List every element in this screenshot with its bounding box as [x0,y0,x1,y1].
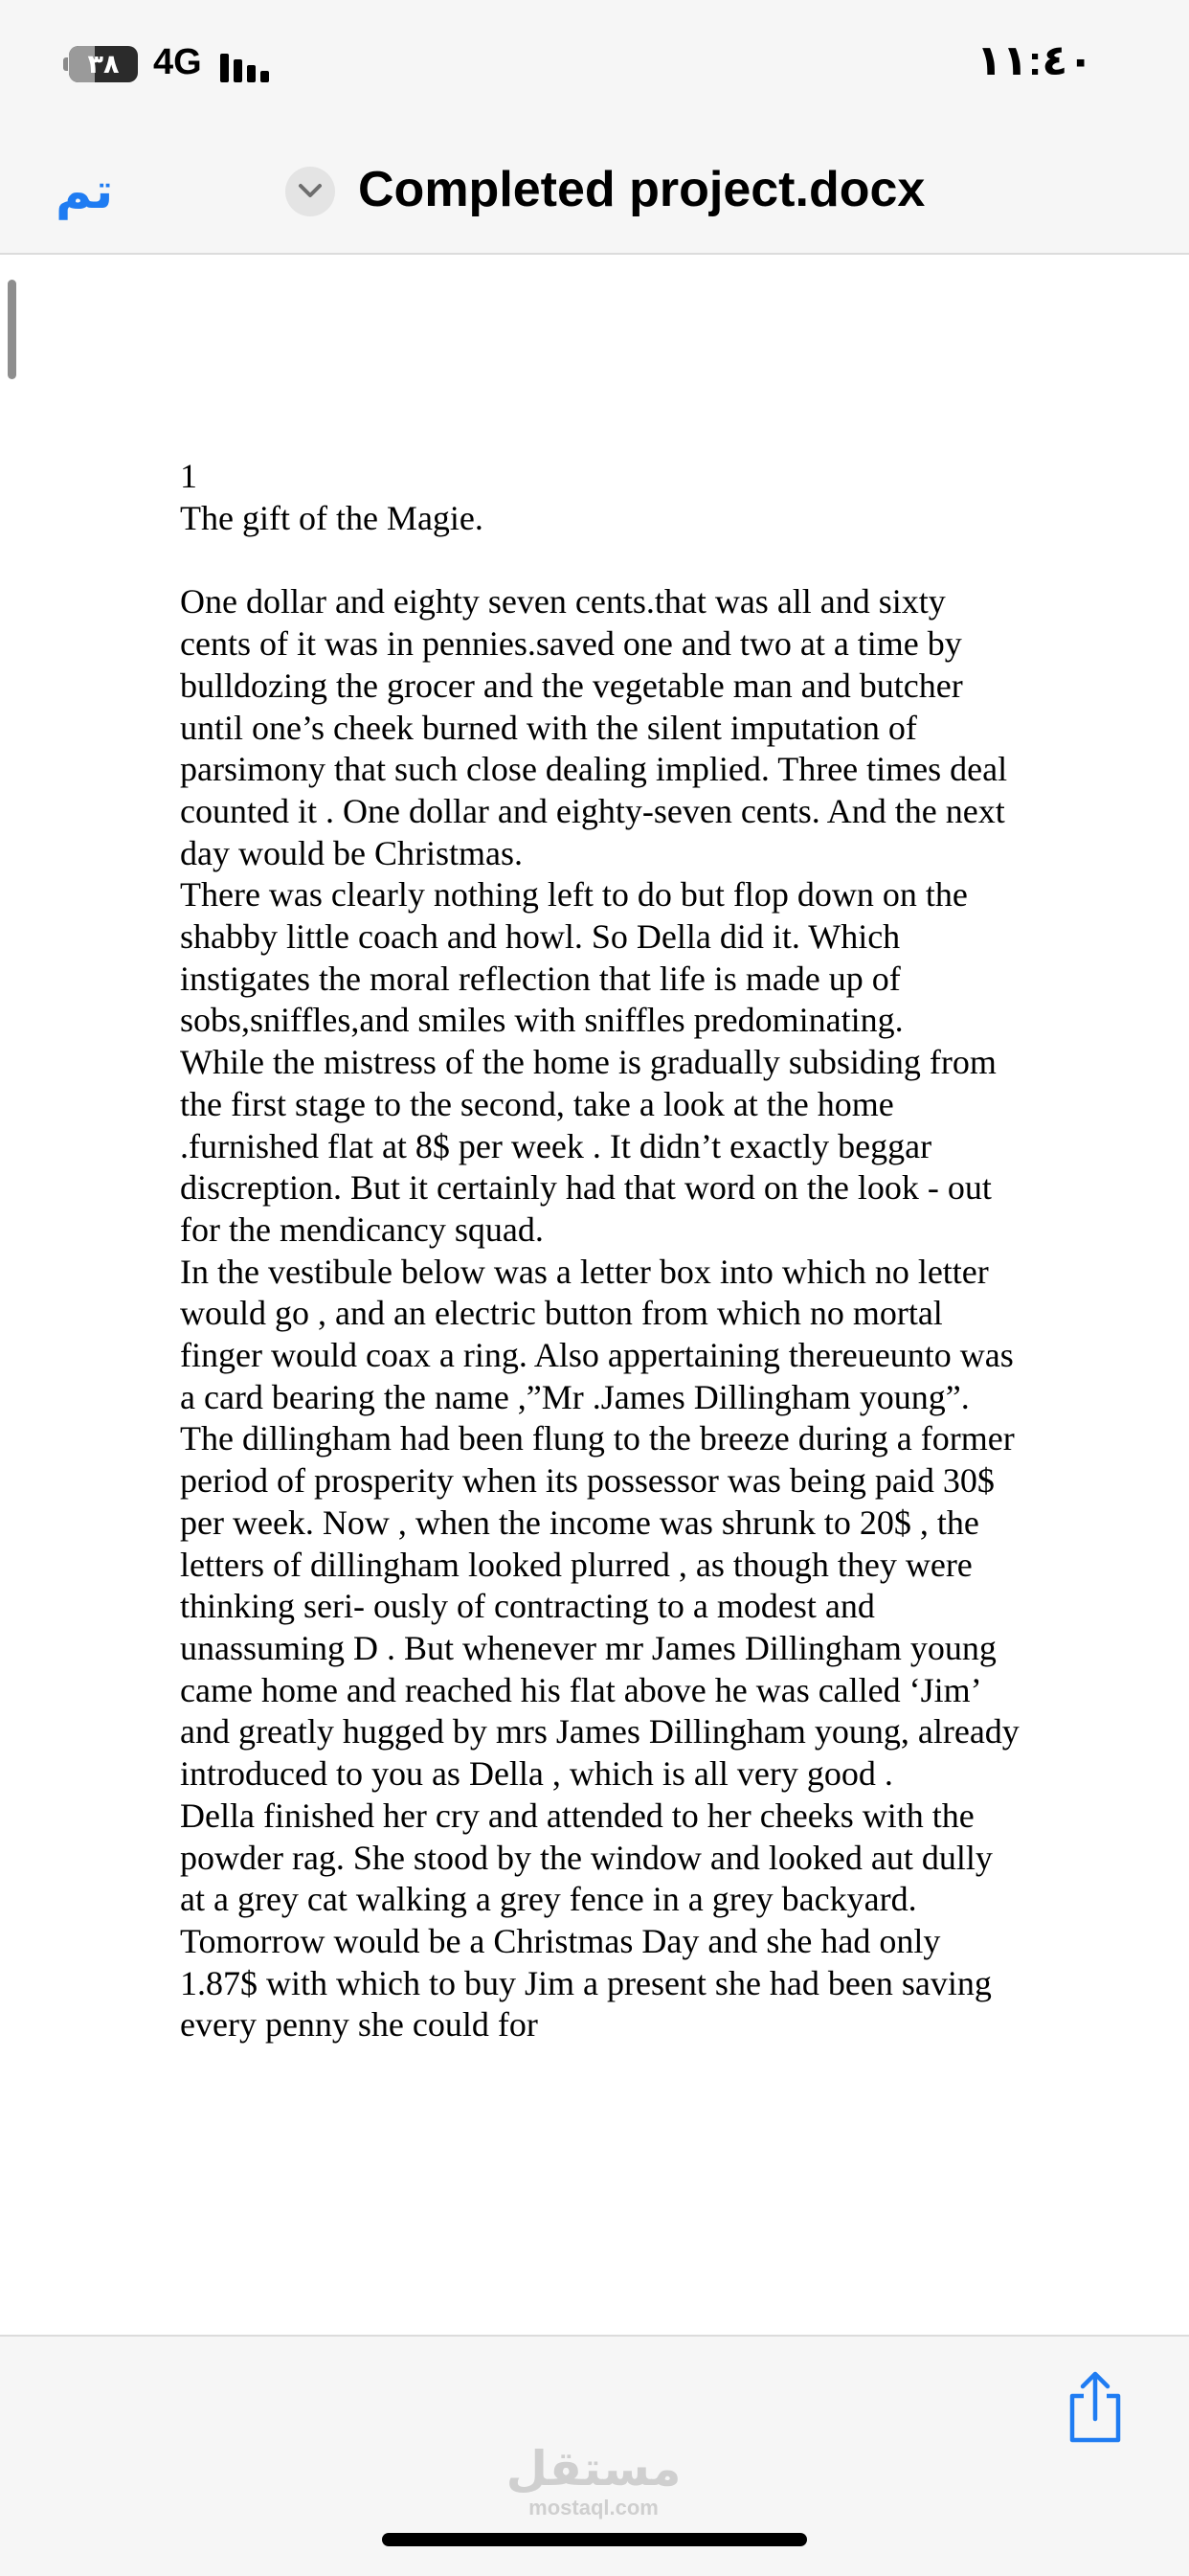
title-area[interactable] [285,159,1051,226]
battery-icon [63,46,138,82]
done-button[interactable]: تم [56,163,114,220]
page-number: 1 [180,457,197,495]
top-bar [0,0,1189,255]
watermark-arabic: مستقل [505,2441,682,2497]
network-type: 4G [153,42,202,82]
battery-level: ٣٨ [87,50,120,79]
paragraph: Della finished her cry and attended to her cheeks with the powder rag. She stood by the window and looked aut dully at a grey cat walking a grey fence in a grey backyard. Tomorrow would be a Christmas Day and she had only 1.87$ with which to buy Jim a present she had been saving every penny she could for [180,1796,993,2045]
document-page [180,456,1022,2046]
share-icon[interactable] [1065,2369,1126,2446]
status-time: ١١:٤٠ [976,37,1094,84]
paragraph: There was clearly nothing left to do but flop down on the shabby little coach and howl. So Della did it. Which instigates the moral reflection that life is made up of sobs,sniffles,and smiles with sniffles predominating. [180,875,968,1040]
scroll-indicator[interactable] [8,280,16,379]
home-indicator[interactable] [382,2533,807,2546]
watermark-latin: mostaql.com [528,2496,659,2520]
signal-icon [220,48,278,82]
chevron-down-icon[interactable] [285,167,335,216]
watermark [498,2442,689,2520]
paragraph: In the vestibule below was a letter box into which no letter would go , and an electric button from which no mortal finger would coax a ring. Also appertaining thereueunto was a card bearing the name ,”Mr .James Dillingham young”. [180,1252,1014,1416]
document-heading: The gift of the Magie. [180,498,483,537]
document-title: Completed project.docx [358,162,926,217]
paragraph: One dollar and eighty seven cents.that was all and sixty cents of it was in pennies.saved one and two at a time by bulldozing the grocer and the vegetable man and butcher until one’s cheek burned with the silent imputation of parsimony that such close dealing implied. Three times deal counted it . One dollar and eighty-seven cents. And the next day would be Christmas. [180,582,1008,872]
paragraph: While the mistress of the home is gradually subsiding from the first stage to the second, take a look at the home .furnished flat at 8$ per week . It didn’t exactly beggar discreption. But it certainly had that word on the look - out for the mendicancy squad. [180,1043,997,1249]
paragraph: The dillingham had been flung to the breeze during a former period of prosperity when its possessor was being paid 30$ per week. Now , when the income was shrunk to 20$ , the letters of dillingham looked plurred , as though they were thinking seri- ously of contracting to a modest and unassuming D . But whenever mr James Dillingham young came home and reached his flat above he was called ‘Jim’ and greatly hugged by mrs James Dillingham young, already introduced to you as Della , which is all very good . [180,1419,1020,1794]
